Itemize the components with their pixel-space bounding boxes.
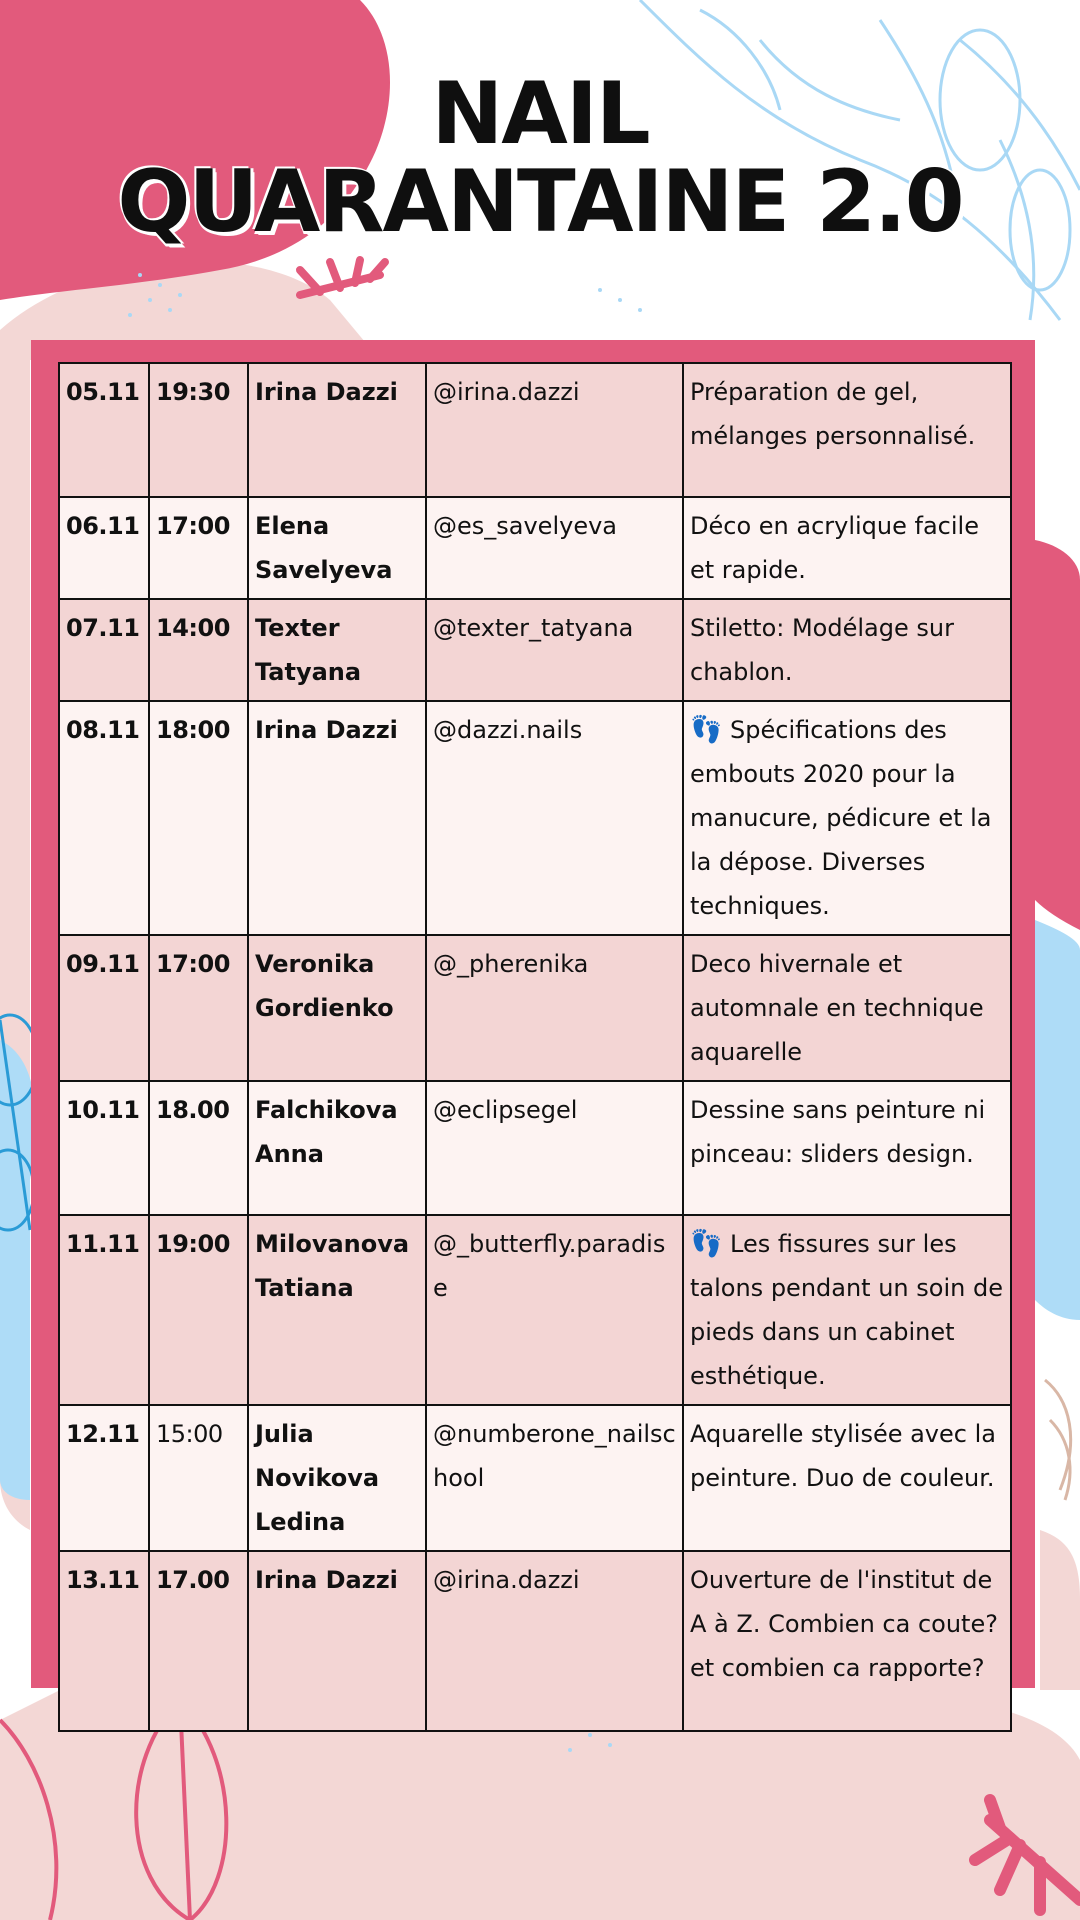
speaker-name: Falchikova Anna xyxy=(248,1081,426,1215)
session-date: 05.11 xyxy=(59,363,149,497)
speaker-name: Irina Dazzi xyxy=(248,701,426,935)
session-description: Deco hivernale et automnale en technique aquarelle xyxy=(683,935,1011,1081)
speaker-handle: @texter_tatyana xyxy=(426,599,683,701)
session-time: 17:00 xyxy=(149,497,248,599)
table-row xyxy=(59,363,1011,497)
speaker-handle: @es_savelyeva xyxy=(426,497,683,599)
speaker-name: Irina Dazzi xyxy=(248,1551,426,1731)
session-date: 11.11 xyxy=(59,1215,149,1405)
speaker-name: Veronika Gordienko xyxy=(248,935,426,1081)
session-date: 10.11 xyxy=(59,1081,149,1215)
session-date: 13.11 xyxy=(59,1551,149,1731)
session-time: 18.00 xyxy=(149,1081,248,1215)
session-description: Préparation de gel, mélanges personnalisé. xyxy=(683,363,1011,497)
schedule-table xyxy=(58,362,1012,1732)
session-time: 14:00 xyxy=(149,599,248,701)
session-description: Spécifications des embouts 2020 pour la manucure, pédicure et la la dépose. Diverses techniques. xyxy=(690,716,992,920)
speaker-handle: @numberone_nailschool xyxy=(426,1405,683,1551)
title-line-2: QUARANTAINE 2.0 xyxy=(117,152,963,252)
speaker-handle: @eclipsegel xyxy=(426,1081,683,1215)
speaker-handle: @dazzi.nails xyxy=(426,701,683,935)
speaker-name: Irina Dazzi xyxy=(248,363,426,497)
session-date: 12.11 xyxy=(59,1405,149,1551)
table-row xyxy=(59,599,1011,701)
speaker-handle: @irina.dazzi xyxy=(426,1551,683,1731)
speaker-name: Julia Novikova Ledina xyxy=(248,1405,426,1551)
table-row xyxy=(59,1551,1011,1731)
table-row xyxy=(59,1081,1011,1215)
session-description: Ouverture de l'institut de A à Z. Combien ca coute? et combien ca rapporte? xyxy=(683,1551,1011,1731)
speaker-name: Milovanova Tatiana xyxy=(248,1215,426,1405)
title-line-1: NAIL xyxy=(431,64,649,164)
session-description: Aquarelle stylisée avec la peinture. Duo de couleur. xyxy=(683,1405,1011,1551)
footprints-icon: 👣 xyxy=(690,715,723,745)
session-time: 18:00 xyxy=(149,701,248,935)
session-description-cell xyxy=(683,1215,1011,1405)
session-time: 19:30 xyxy=(149,363,248,497)
speaker-name: Texter Tatyana xyxy=(248,599,426,701)
session-description: Dessine sans peinture ni pinceau: sliders design. xyxy=(683,1081,1011,1215)
session-time: 17.00 xyxy=(149,1551,248,1731)
session-description-cell xyxy=(683,701,1011,935)
session-description: Les fissures sur les talons pendant un soin de pieds dans un cabinet esthétique. xyxy=(690,1230,1003,1390)
session-time: 15:00 xyxy=(149,1405,248,1551)
speaker-handle: @_pherenika xyxy=(426,935,683,1081)
table-row xyxy=(59,935,1011,1081)
session-description: Déco en acrylique facile et rapide. xyxy=(683,497,1011,599)
speaker-handle: @irina.dazzi xyxy=(426,363,683,497)
session-date: 07.11 xyxy=(59,599,149,701)
table-row xyxy=(59,1405,1011,1551)
session-date: 06.11 xyxy=(59,497,149,599)
speaker-name: Elena Savelyeva xyxy=(248,497,426,599)
session-description: Stiletto: Modélage sur chablon. xyxy=(683,599,1011,701)
session-time: 17:00 xyxy=(149,935,248,1081)
footprints-icon: 👣 xyxy=(690,1229,723,1259)
session-date: 08.11 xyxy=(59,701,149,935)
session-time: 19:00 xyxy=(149,1215,248,1405)
session-date: 09.11 xyxy=(59,935,149,1081)
speaker-handle: @_butterfly.paradise xyxy=(426,1215,683,1405)
table-row xyxy=(59,701,1011,935)
table-row xyxy=(59,497,1011,599)
table-row xyxy=(59,1215,1011,1405)
